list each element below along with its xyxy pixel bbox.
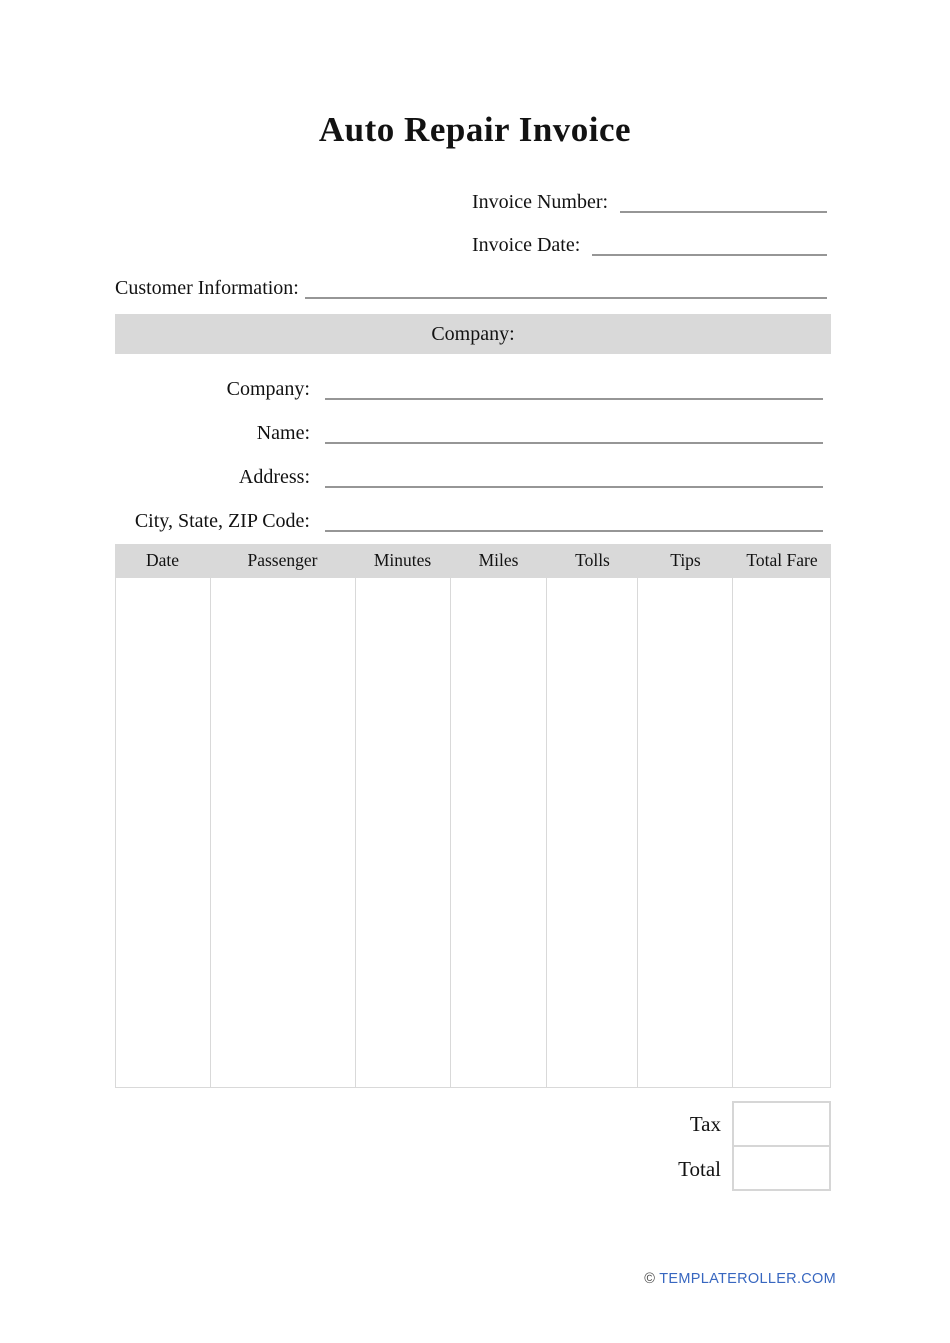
trips-table [115, 544, 831, 1088]
templateroller-link[interactable]: TEMPLATEROLLER.COM [659, 1271, 836, 1287]
column-header-tolls: Tolls [575, 550, 610, 570]
invoice-meta [115, 183, 831, 256]
column-header-miles: Miles [478, 550, 519, 570]
city-state-zip-label: City, State, ZIP Code: [134, 510, 310, 532]
body-cell-date[interactable] [116, 578, 211, 1087]
tax-row [690, 1101, 831, 1147]
footer [644, 1271, 836, 1287]
column-header-passenger: Passenger [247, 550, 318, 570]
customer-information-label: Customer Information: [115, 277, 299, 299]
address-label: Address: [238, 466, 310, 488]
city-state-zip-field[interactable] [325, 506, 823, 532]
body-cell-total-fare[interactable] [733, 578, 830, 1087]
invoice-date-label: Invoice Date: [472, 234, 581, 256]
invoice-date-row [472, 226, 831, 256]
body-cell-minutes[interactable] [356, 578, 451, 1087]
company-form [115, 356, 831, 532]
column-header-date: Date [145, 550, 180, 570]
name-field[interactable] [325, 418, 823, 444]
body-cell-tolls[interactable] [547, 578, 638, 1087]
totals-section [115, 1101, 831, 1191]
address-row [115, 444, 831, 488]
name-label: Name: [256, 422, 310, 444]
total-input-box[interactable] [732, 1145, 831, 1191]
column-header-total-fare: Total Fare [746, 550, 818, 570]
invoice-number-label: Invoice Number: [472, 191, 609, 213]
city-state-zip-row [115, 488, 831, 532]
column-header-tips: Tips [670, 550, 701, 570]
customer-information-row [115, 269, 831, 299]
column-header-minutes: Minutes [373, 550, 432, 570]
trips-table-header [115, 544, 831, 577]
body-cell-tips[interactable] [638, 578, 733, 1087]
invoice-number-row [472, 183, 831, 213]
tax-input-box[interactable] [732, 1101, 831, 1147]
company-field[interactable] [325, 374, 823, 400]
address-field[interactable] [325, 462, 823, 488]
company-section-header: Company: [115, 314, 831, 354]
name-row [115, 400, 831, 444]
body-cell-passenger[interactable] [211, 578, 356, 1087]
invoice-number-field[interactable] [620, 187, 827, 213]
copyright-symbol: © [644, 1271, 656, 1287]
total-label: Total [678, 1156, 721, 1181]
invoice-date-field[interactable] [592, 230, 827, 256]
company-label: Company: [226, 378, 310, 400]
customer-information-field[interactable] [305, 273, 827, 299]
page-title: Auto Repair Invoice [318, 110, 632, 149]
company-row [115, 356, 831, 400]
tax-label: Tax [689, 1111, 721, 1136]
body-cell-miles[interactable] [451, 578, 548, 1087]
document-content [115, 183, 831, 1191]
trips-table-body [115, 577, 831, 1088]
total-row [678, 1147, 831, 1191]
